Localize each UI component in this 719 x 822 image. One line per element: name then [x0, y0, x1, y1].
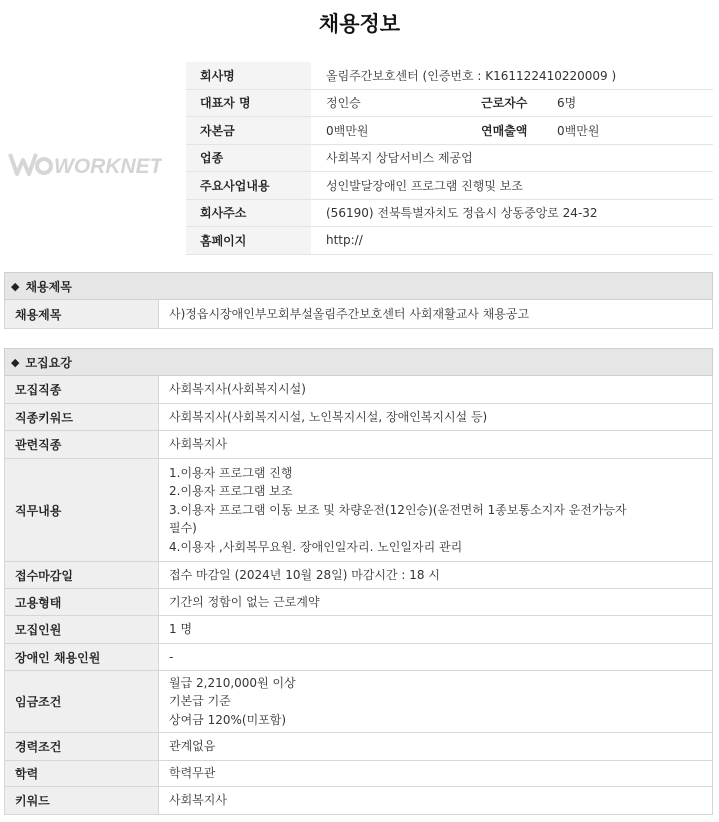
row-label: 장애인 채용인원 — [5, 644, 159, 670]
row-value — [159, 404, 497, 430]
table-row — [5, 616, 712, 644]
company-label: 주요사업내용 — [186, 172, 311, 199]
company-row — [186, 62, 713, 90]
company-value: (56190) 전북특별자치도 정읍시 상동중앙로 24-32 — [326, 206, 598, 221]
company-value: 정인승 — [326, 96, 361, 111]
company-label: 자본금 — [186, 117, 311, 144]
row-value — [159, 761, 225, 786]
recruit-title: 사)정읍시장애인부모회부설올림주간보호센터 사회재활교사 채용공고 — [169, 306, 530, 321]
company-label-2: 근로자수 — [481, 96, 528, 111]
company-row — [186, 90, 713, 118]
table-row — [5, 431, 712, 459]
value-line: 사회복지사(사회복지시설) — [169, 382, 306, 397]
company-row — [186, 227, 713, 255]
table-row — [5, 376, 712, 404]
value-line: 4.이용자 ,사회복무요원. 장애인일자리. 노인일자리 관리 — [169, 539, 463, 554]
title-section-heading-text: 채용제목 — [25, 279, 72, 294]
row-value — [159, 376, 316, 403]
company-label: 회사명 — [186, 62, 311, 89]
recruit-section-heading-text: 모집요강 — [25, 355, 72, 370]
page-title: 채용정보 — [318, 12, 401, 36]
table-row — [5, 300, 712, 329]
value-line: 1 명 — [169, 622, 193, 637]
company-label-2: 연매출액 — [481, 123, 528, 138]
value-line: 1.이용자 프로그램 진행 — [169, 465, 293, 480]
diamond-icon: ◆ — [11, 279, 20, 293]
company-row — [186, 145, 713, 173]
row-label: 채용제목 — [5, 300, 159, 328]
value-line: 필수) — [169, 521, 197, 536]
recruit-section-heading — [4, 348, 713, 376]
company-value: 성인발달장애인 프로그램 진행및 보조 — [326, 178, 523, 193]
value-line: - — [169, 649, 174, 664]
table-row — [5, 761, 712, 787]
row-label: 모집직종 — [5, 376, 159, 403]
table-row — [5, 733, 712, 761]
row-value — [159, 589, 330, 615]
title-section-heading — [4, 272, 713, 300]
logo-text: WORKNET — [54, 155, 162, 178]
row-label: 모집인원 — [5, 616, 159, 643]
company-label: 업종 — [186, 145, 311, 172]
value-line: 월급 2,210,000원 이상 — [169, 675, 296, 690]
row-label: 키워드 — [5, 787, 159, 814]
company-value: 올림주간보호센터 (인증번호 : K161122410220009 ) — [326, 68, 617, 83]
worknet-logo-icon — [8, 148, 162, 178]
company-label: 대표자 명 — [186, 90, 311, 117]
row-value — [159, 787, 237, 814]
company-value: 0백만원 — [326, 123, 369, 138]
value-line: 접수 마감일 (2024년 10월 28일) 마감시간 : 18 시 — [169, 567, 440, 582]
value-line: 관계없음 — [169, 739, 216, 754]
company-info — [186, 62, 713, 255]
value-line: 사회복지사(사회복지시설, 노인복지시설, 장애인복지시설 등) — [169, 409, 488, 424]
row-label: 고용형태 — [5, 589, 159, 615]
title-table — [4, 300, 713, 329]
row-label: 경력조건 — [5, 733, 159, 760]
row-label: 임금조건 — [5, 671, 159, 732]
company-row — [186, 117, 713, 145]
table-row — [5, 459, 712, 562]
company-value-2: 0백만원 — [557, 123, 600, 138]
value-line: 2.이용자 프로그램 보조 — [169, 484, 293, 499]
company-label: 회사주소 — [186, 200, 311, 227]
company-label: 홈페이지 — [186, 227, 311, 254]
company-row — [186, 172, 713, 200]
table-row — [5, 589, 712, 616]
table-row — [5, 787, 712, 815]
row-label: 학력 — [5, 761, 159, 786]
value-line: 학력무관 — [169, 766, 216, 781]
company-value-2: 6명 — [557, 96, 577, 111]
diamond-icon: ◆ — [11, 355, 20, 369]
table-row — [5, 671, 712, 733]
row-label: 관련직종 — [5, 431, 159, 458]
value-line: 사회복지사 — [169, 793, 227, 808]
row-label: 직무내용 — [5, 459, 159, 561]
value-line: 기간의 정함이 없는 근로계약 — [169, 594, 320, 609]
row-value — [159, 733, 225, 760]
recruit-table — [4, 376, 713, 815]
value-line: 사회복지사 — [169, 437, 227, 452]
table-row — [5, 404, 712, 431]
row-label: 직종키워드 — [5, 404, 159, 430]
company-value: 사회복지 상담서비스 제공업 — [326, 151, 473, 166]
row-value — [159, 431, 237, 458]
value-line: 3.이용자 프로그램 이동 보조 및 차량운전(12인승)(운전면허 1종보통소지자 운전가능자 — [169, 502, 627, 517]
row-value — [159, 671, 306, 732]
row-value — [159, 562, 450, 588]
company-value: http:// — [326, 233, 363, 248]
row-value — [159, 644, 183, 670]
value-line: 상여금 120%(미포함) — [169, 712, 287, 727]
value-line: 기본급 기준 — [169, 694, 231, 709]
worknet-logo — [8, 148, 162, 178]
row-label: 접수마감일 — [5, 562, 159, 588]
row-value — [159, 616, 202, 643]
table-row — [5, 644, 712, 671]
company-row — [186, 200, 713, 228]
table-row — [5, 562, 712, 589]
row-value — [159, 459, 637, 561]
